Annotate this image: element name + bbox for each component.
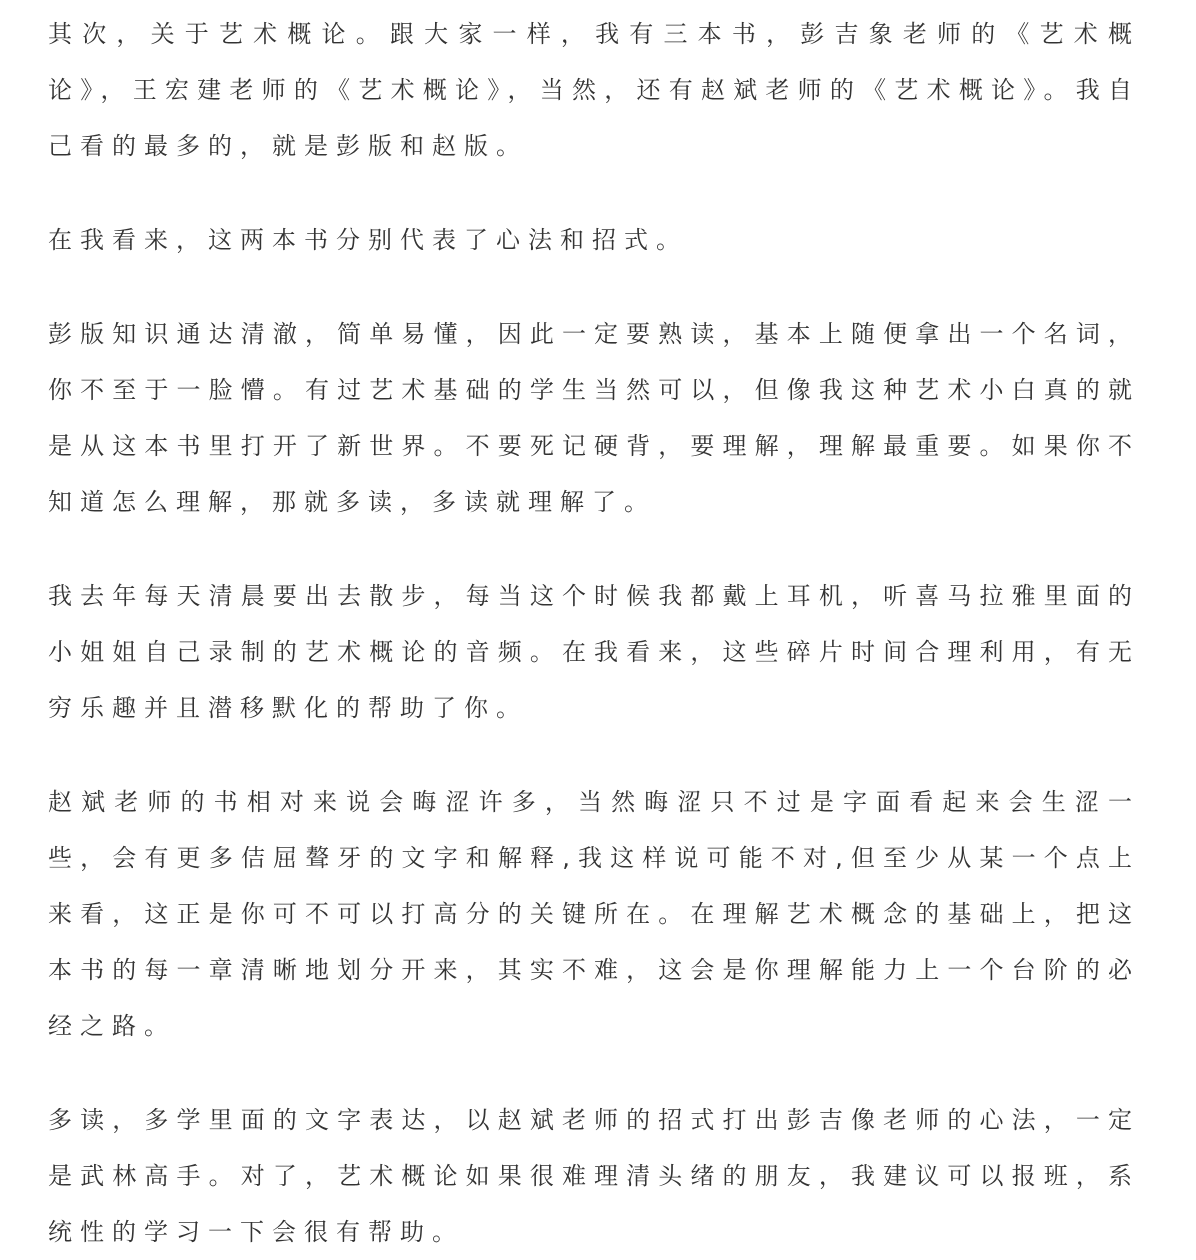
paragraph-morning-walk: 我去年每天清晨要出去散步，每当这个时候我都戴上耳机，听喜马拉雅里面的小姐姐自己录制的艺术概论的音频。在我看来，这些碎片时间合理利用，有无穷乐趣并且潜移默化的帮助了你。: [48, 582, 1140, 722]
paragraph-peng-edition: 彭版知识通达清澈，简单易懂，因此一定要熟读，基本上随便拿出一个名词，你不至于一脸懵。有过艺术基础的学生当然可以，但像我这种艺术小白真的就是从这本书里打开了新世界。不要死记硬背，要理解，理解最重要。如果你不知道怎么理解，那就多读，多读就理解了。: [48, 320, 1140, 516]
paragraph-books-intro: 其次，关于艺术概论。跟大家一样，我有三本书，彭吉象老师的《艺术概论》，王宏建老师的《艺术概论》，当然，还有赵斌老师的《艺术概论》。我自己看的最多的，就是彭版和赵版。: [48, 20, 1140, 160]
article-body: [48, 6, 1140, 1260]
paragraph-conclusion: 多读，多学里面的文字表达，以赵斌老师的招式打出彭吉像老师的心法，一定是武林高手。对了，艺术概论如果很难理清头绪的朋友，我建议可以报班，系统性的学习一下会很有帮助。: [48, 1106, 1140, 1246]
paragraph-method-and-moves: 在我看来，这两本书分别代表了心法和招式。: [48, 226, 688, 254]
paragraph-zhao-edition: 赵斌老师的书相对来说会晦涩许多，当然晦涩只不过是字面看起来会生涩一些，会有更多佶屈聱牙的文字和解释,我这样说可能不对,但至少从某一个点上来看，这正是你可不可以打高分的关键所在。在理解艺术概念的基础上，把这本书的每一章清晰地划分开来，其实不难，这会是你理解能力上一个台阶的必经之路。: [48, 788, 1140, 1040]
